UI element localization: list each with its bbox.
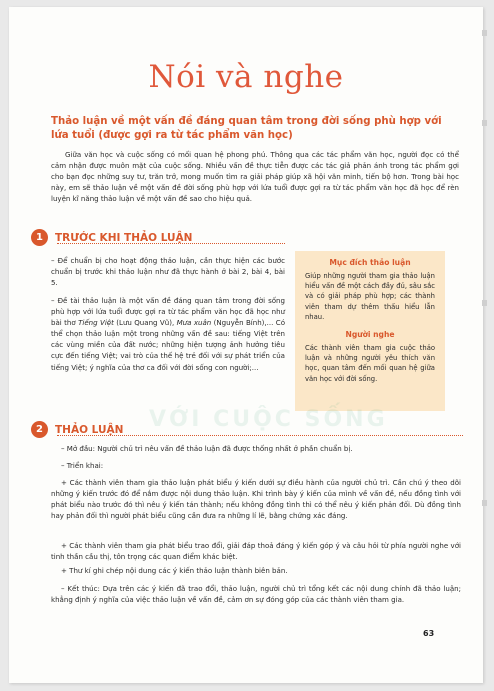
section-2-opening: – Mở đầu: Người chủ trì nêu vấn đề thảo luận đã được thống nhất ở phần chuẩn bị. — [61, 444, 353, 453]
section-2-point-1: + Các thành viên tham gia thảo luận phát biểu ý kiến dưới sự điều hành của người chủ trì. Cần chú ý theo dõi những ý kiến trước đó để nắm được nội dung thảo luận. Khi trình bày ý kiến của mình về vấn đề, nếu đồng tình với phát biểu nào trước đó thì nêu ý kiến tán thành; nếu không đồng tình thì có thể nêu ý kiến phản đối. Dù đồng tình hay phản đối thì người phát biểu cũng cần đưa ra những lí lẽ, bằng chứng xác đáng. — [51, 478, 462, 521]
work-title-tieng-viet: Tiếng Việt — [78, 318, 114, 328]
intro-paragraph: Giữa văn học và cuộc sống có mối quan hệ phong phú. Thông qua các tác phẩm văn học, người đọc có thể cảm nhận được muôn mặt của cuộc sống. Nhiều vấn đề thực tiễn được các tác giả phản ánh trong tác phẩm gợi cho bạn đọc những suy tư, trăn trở, mong muốn tìm ra giải pháp giúp xã hội văn minh, tiến bộ hơn. Trong bài học này, em sẽ thảo luận về một vấn đề đời sống phù hợp với lứa tuổi được gợi ra từ tác phẩm văn học đã học để rèn luyện kĩ năng thảo luận về một vấn đề sao cho hiệu quả. — [51, 150, 460, 204]
aside-purpose-heading: Mục đích thảo luận — [329, 258, 411, 267]
section-2-development: – Triển khai: — [61, 461, 104, 470]
aside-audience-heading: Người nghe — [345, 330, 395, 340]
section-1-topic-paragraph: – Đề tài thảo luận là một vấn đề đáng quan tâm trong đời sống phù hợp với lứa tuổi được gợi ra từ tác phẩm văn học đã học như bài thơ Tiếng Việt (Lưu Quang Vũ), Mưa xuân (Nguyễn Bính),... Có thể chọn thảo luận một trong những vấn đề sau: tiếng Việt trên các vùng miền của đất nước; những hiện tượng ảnh hưởng tiêu cực đến tiếng Việt; vai trò của thế hệ trẻ đối với sự phát triển của tiếng Việt; ý nghĩa của thơ ca đối với đời sống con người;... — [51, 296, 286, 372]
section-1-rule — [57, 243, 285, 245]
page-title: Nói và nghe — [148, 59, 344, 95]
section-1-number: 1 — [31, 229, 48, 246]
section-2-number: 2 — [31, 421, 48, 438]
lesson-subheading: Thảo luận về một vấn đề đáng quan tâm trong đời sống phù hợp với lứa tuổi (được gợi ra từ tác phẩm văn học) — [51, 116, 442, 141]
section-1-label: TRƯỚC KHI THẢO LUẬN — [55, 231, 193, 244]
textbook-page — [9, 7, 483, 683]
aside-audience-text: Các thành viên tham gia cuộc thảo luận và những người yêu thích văn học, quan tâm đến mối quan hệ giữa văn học với đời sống. — [305, 344, 436, 383]
background-watermark: VỚI CUỘC SỐNG — [149, 407, 388, 432]
section-2-point-2: + Các thành viên tham gia phát biểu trao đổi, giải đáp thoả đáng ý kiến góp ý và câu hỏi từ phía người nghe với tinh thần cầu thị, tôn trọng các quan điểm khác biệt. — [51, 541, 461, 562]
section-2-closing: – Kết thúc: Dựa trên các ý kiến đã trao đổi, thảo luận, người chủ trì tổng kết các nội dung chính đã thảo luận; khẳng định ý nghĩa của việc thảo luận về vấn đề, cảm ơn sự đóng góp của các thành viên tham gia. — [51, 584, 461, 605]
aside-purpose-text: Giúp những người tham gia thảo luận hiểu vấn đề một cách đầy đủ, sâu sắc và có giải pháp phù hợp; các thành viên tham dự thêm thấu hiểu lẫn nhau. — [305, 272, 435, 321]
page-edge-tab — [482, 120, 487, 126]
section-2-point-3: + Thư kí ghi chép nội dung các ý kiến thảo luận thành biên bản. — [61, 566, 288, 575]
page-edge-tab — [482, 500, 487, 506]
section-1-prep-paragraph: – Để chuẩn bị cho hoạt động thảo luận, cần thực hiện các bước chuẩn bị trước khi thảo luận như đã thực hành ở bài 2, bài 4, bài 5. — [51, 256, 285, 288]
info-aside-box — [295, 251, 445, 411]
section-2-label: THẢO LUẬN — [55, 423, 124, 436]
work-title-mua-xuan: Mưa xuân — [176, 318, 212, 328]
page-edge-tab — [482, 300, 487, 306]
page-number: 63 — [423, 629, 435, 638]
page-edge-tab — [482, 30, 487, 36]
section-2-rule — [57, 435, 463, 437]
